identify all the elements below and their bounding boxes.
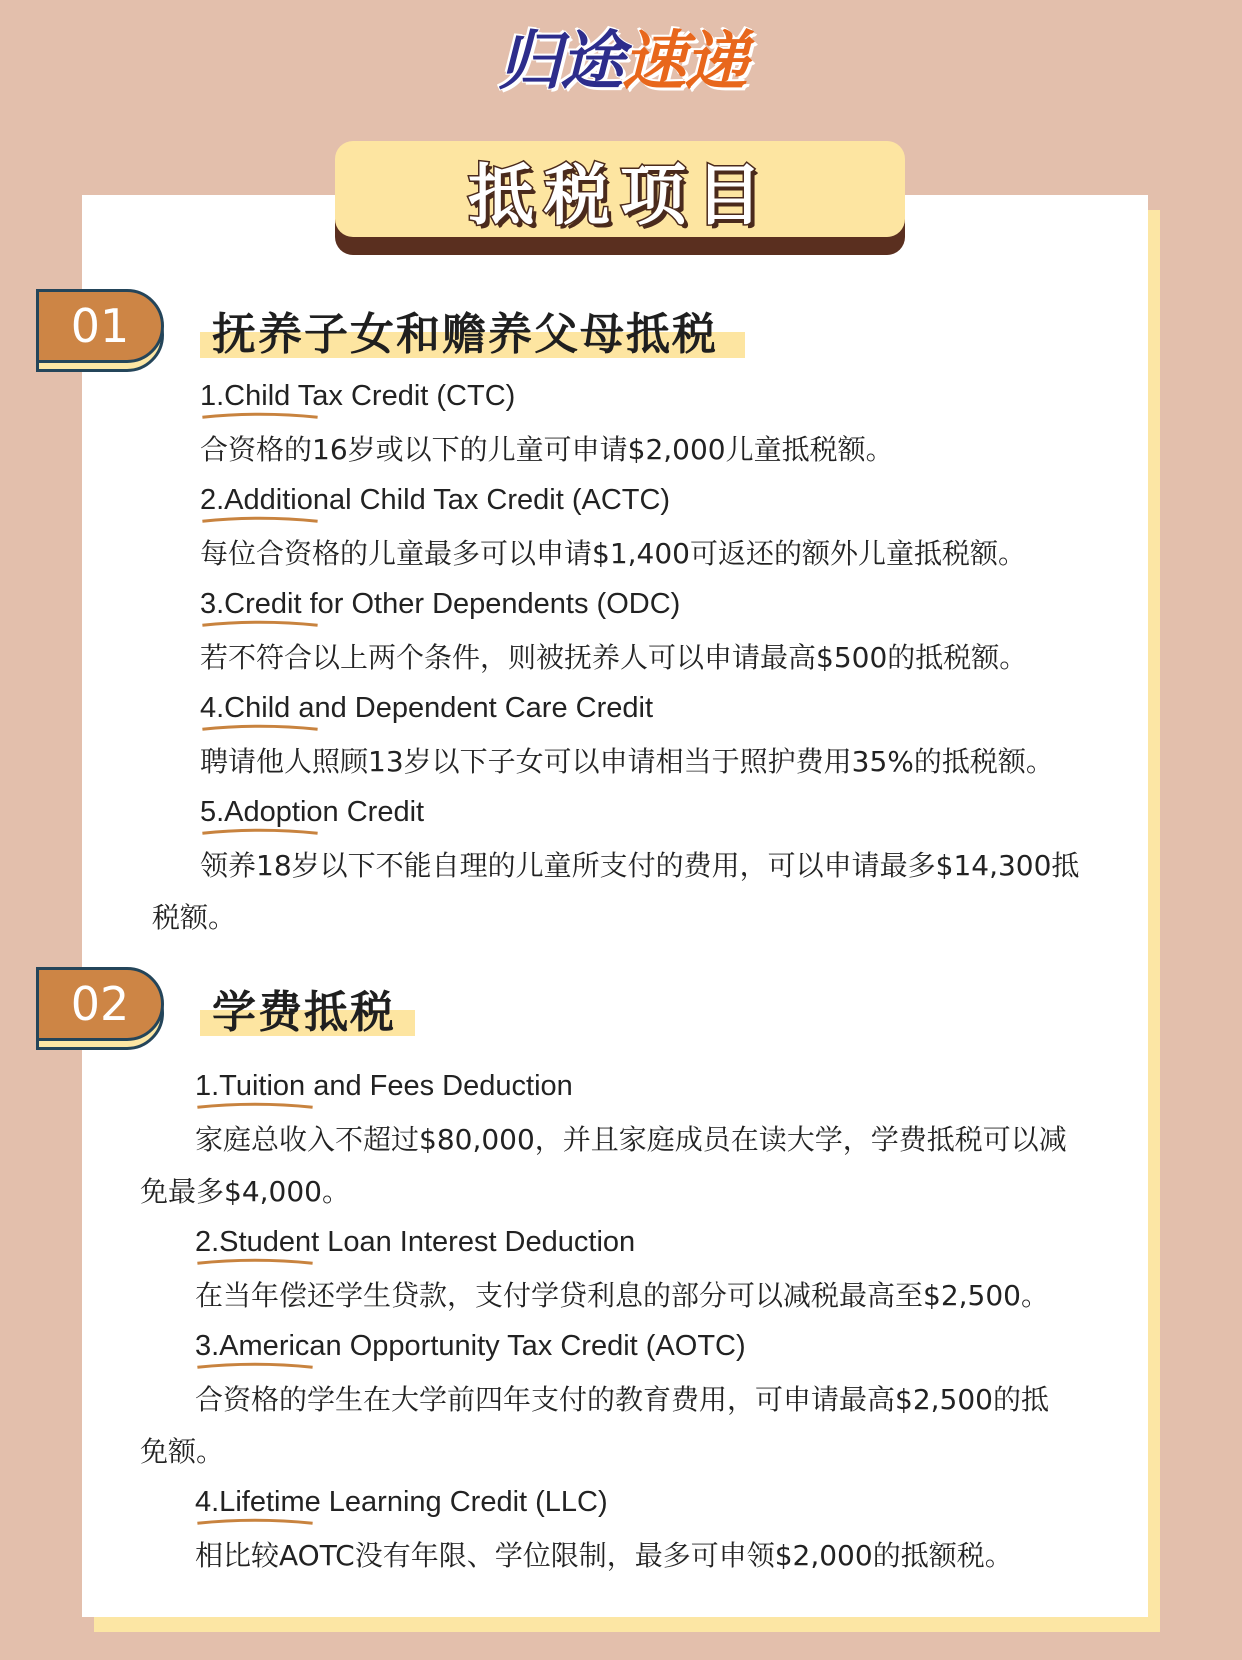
deduction-description: 相比较AOTC没有年限、学位限制，最多可申领$2,000的抵额税。 xyxy=(195,1539,1013,1572)
deduction-title xyxy=(195,1070,573,1103)
deduction-title xyxy=(195,1486,608,1519)
logo-part1: 归途 xyxy=(498,25,622,99)
credit-title-text: 2.Additional Child Tax Credit (ACTC) xyxy=(200,484,671,516)
deduction-title-text: 2.Student Loan Interest Deduction xyxy=(195,1226,636,1258)
credit-title xyxy=(200,796,424,829)
section-heading xyxy=(200,976,415,1036)
credit-description: 合资格的16岁或以下的儿童可申请$2,000儿童抵税额。 xyxy=(200,433,894,466)
title-underline xyxy=(200,410,320,422)
deduction-description-cont: 免最多$4,000。 xyxy=(140,1175,350,1208)
brand-logo xyxy=(462,16,782,108)
title-banner xyxy=(335,141,905,237)
section-heading xyxy=(200,298,745,358)
deduction-description-cont: 免额。 xyxy=(140,1435,225,1468)
title-underline xyxy=(200,826,320,838)
credit-description-cont: 税额。 xyxy=(152,901,237,934)
credit-title xyxy=(200,484,670,517)
title-underline xyxy=(200,618,320,630)
deduction-title xyxy=(195,1226,635,1259)
credit-description: 每位合资格的儿童最多可以申请$1,400可返还的额外儿童抵税额。 xyxy=(200,537,1026,570)
credit-title xyxy=(200,692,653,725)
credit-description: 聘请他人照顾13岁以下子女可以申请相当于照护费用35%的抵税额。 xyxy=(200,745,1054,778)
section-number: 01 xyxy=(70,299,130,353)
title-underline xyxy=(195,1256,315,1268)
credit-description: 领养18岁以下不能自理的儿童所支付的费用，可以申请最多$14,300抵 xyxy=(200,849,1080,882)
credit-title-text: 5.Adoption Credit xyxy=(200,796,425,828)
section-badge xyxy=(36,289,164,363)
deduction-description: 家庭总收入不超过$80,000，并且家庭成员在读大学，学费抵税可以减 xyxy=(195,1123,1067,1156)
title-underline xyxy=(195,1516,315,1528)
credit-title-text: 1.Child Tax Credit (CTC) xyxy=(200,380,516,412)
logo-part2: 速递 xyxy=(622,25,746,99)
deduction-description: 在当年偿还学生贷款，支付学贷利息的部分可以减税最高至$2,500。 xyxy=(195,1279,1049,1312)
section-heading-text: 抚养子女和赡养父母抵税 xyxy=(212,309,718,360)
deduction-title-text: 1.Tuition and Fees Deduction xyxy=(195,1070,573,1102)
title-underline xyxy=(200,514,320,526)
section-number: 02 xyxy=(70,977,130,1031)
page-title: 抵税项目 xyxy=(468,156,772,234)
title-underline xyxy=(195,1100,315,1112)
section-heading-text: 学费抵税 xyxy=(212,987,396,1038)
title-underline xyxy=(200,722,320,734)
title-underline xyxy=(195,1360,315,1372)
credit-title xyxy=(200,588,680,621)
deduction-title-text: 4.Lifetime Learning Credit (LLC) xyxy=(195,1486,608,1518)
credit-title-text: 3.Credit for Other Dependents (ODC) xyxy=(200,588,681,620)
credit-title-text: 4.Child and Dependent Care Credit xyxy=(200,692,653,724)
credit-description: 若不符合以上两个条件，则被抚养人可以申请最高$500的抵税额。 xyxy=(200,641,1028,674)
deduction-title xyxy=(195,1330,746,1363)
deduction-description: 合资格的学生在大学前四年支付的教育费用，可申请最高$2,500的抵 xyxy=(195,1383,1049,1416)
section-badge xyxy=(36,967,164,1041)
credit-title xyxy=(200,380,515,413)
deduction-title-text: 3.American Opportunity Tax Credit (AOTC) xyxy=(195,1330,746,1362)
